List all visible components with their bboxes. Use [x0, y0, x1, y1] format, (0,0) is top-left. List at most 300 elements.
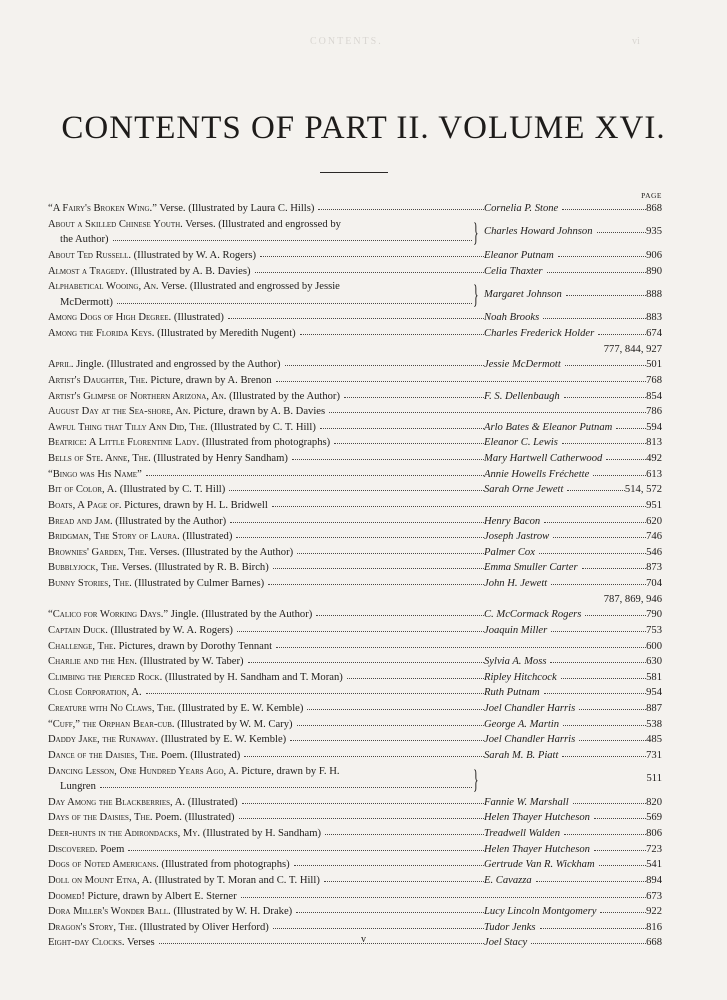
entry-description: (Illustrated) [179, 531, 233, 543]
entry-author: Ruth Putnam [484, 687, 540, 699]
entry-description: (Illustrated by W. H. Drake) [170, 906, 293, 918]
leader-dots [318, 209, 484, 210]
leader-dots [567, 490, 624, 491]
entry-title-line [48, 904, 292, 920]
contents-entry [48, 701, 662, 717]
entry-title: “A Fairy's Broken Wing.” [48, 203, 157, 214]
entry-page: 816 [646, 921, 662, 933]
leader-dots [544, 522, 646, 523]
entry-description: (Illustrated from photographs) [158, 859, 290, 871]
leader-dots [228, 318, 484, 319]
show-through-text: CONTENTS. vi [310, 36, 640, 47]
leader-dots [273, 568, 484, 569]
contents-entry [48, 514, 662, 530]
entry-author: Eleanor C. Lewis [484, 437, 558, 449]
leader-dots [260, 256, 484, 257]
entry-title-line [48, 389, 340, 405]
entry-page: 546 [646, 546, 662, 558]
entry-description: (Illustrated by E. W. Kemble) [158, 734, 287, 746]
contents-entry [48, 201, 662, 217]
leader-dots [616, 428, 646, 429]
entry-description: (Illustrated by Oliver Herford) [136, 921, 269, 933]
entry-description: Picture, drawn by A. Brenon [147, 374, 272, 386]
leader-dots [597, 232, 647, 233]
entry-title: “Cuff,” the Orphan Bear-cub. [48, 718, 175, 730]
entry-author: Noah Brooks [484, 312, 540, 324]
entry-title: Dance of the Daisies, The. [48, 749, 159, 761]
leader-dots [553, 537, 646, 538]
entry-description: (Illustrated by the Author) [112, 515, 227, 527]
leader-dots [239, 818, 484, 819]
contents-entry [48, 404, 662, 420]
contents-entry [48, 560, 662, 576]
entry-title-line [48, 310, 224, 326]
page-continuation: 777, 844, 927 [603, 343, 662, 355]
leader-dots [307, 709, 484, 710]
entry-author: Margaret Johnson [484, 288, 562, 300]
entry-description: (Illustrated by the Author) [226, 390, 340, 402]
entry-page: 786 [646, 406, 662, 418]
contents-entry [48, 357, 662, 373]
leader-dots [540, 928, 647, 929]
entry-description: Verses. (Illustrated by the Author) [146, 546, 294, 558]
leader-dots [566, 295, 646, 296]
leader-dots [117, 303, 472, 304]
entry-page: 620 [646, 515, 662, 527]
contents-entry [48, 795, 662, 811]
entry-title-continuation: the Author) [60, 234, 109, 246]
contents-entry [48, 810, 662, 826]
contents-entry [48, 873, 662, 889]
contents-entry [48, 498, 662, 514]
entry-description: Poem [97, 843, 125, 855]
contents-entry [48, 310, 662, 326]
entry-page: 538 [646, 718, 662, 730]
leader-dots [564, 834, 646, 835]
entry-title-line [48, 373, 272, 389]
entry-title: Day Among the Blackberries, A. [48, 796, 186, 808]
leader-dots [316, 615, 484, 616]
entry-title: Among Dogs of High Degree. [48, 312, 172, 324]
entry-title-line [48, 451, 288, 467]
entry-author: Joel Chandler Harris [484, 703, 576, 714]
brace-mark: } [473, 217, 479, 247]
entry-title: About a Skilled Chinese Youth. [48, 218, 183, 230]
leader-dots [273, 928, 484, 929]
entry-page: 768 [646, 374, 662, 386]
entry-description: (Illustrated by T. Moran and C. T. Hill) [152, 874, 320, 886]
entry-title-line [48, 545, 293, 561]
leader-dots [579, 740, 646, 741]
entry-page: 704 [646, 578, 662, 589]
entry-title: Bells of Ste. Anne, The. [48, 453, 151, 464]
contents-entry [48, 467, 662, 483]
contents-entry [48, 717, 662, 733]
entry-title: Discovered. [48, 843, 98, 855]
entry-page: 485 [646, 734, 662, 746]
entry-page: 922 [646, 906, 662, 918]
entry-title: Deer-hunts in the Adirondacks, My. [48, 828, 201, 839]
leader-dots [244, 756, 484, 757]
contents-entry [48, 279, 662, 310]
entry-author: Henry Bacon [484, 515, 541, 527]
entry-description: (Illustrated by C. T. Hill) [117, 484, 226, 496]
leader-dots [600, 912, 646, 913]
entry-title: Daddy Jake, the Runaway. [48, 734, 159, 746]
entry-title-line [48, 857, 290, 873]
entry-title: Days of the Daisies, The. [48, 812, 153, 824]
entry-author: Annie Howells Fréchette [484, 468, 590, 480]
entry-title-line [48, 498, 268, 514]
contents-entry [48, 764, 662, 795]
entry-description: (Illustrated by A. B. Davies) [127, 265, 251, 277]
entry-page: 935 [646, 226, 662, 238]
entry-title-line [48, 201, 314, 217]
leader-dots [563, 725, 646, 726]
entry-title-line [48, 482, 225, 498]
entry-description: (Illustrated by E. W. Kemble) [175, 703, 304, 714]
leader-dots [329, 412, 646, 413]
contents-entry [48, 889, 662, 905]
leader-dots [324, 881, 484, 882]
entry-title: Artist's Daughter, The. [48, 374, 148, 386]
leader-dots [297, 553, 484, 554]
entry-title: Boats, A Page of. [48, 499, 122, 511]
entry-title-line [48, 889, 237, 905]
entry-title: Beatrice: A Little Florentine Lady. [48, 437, 200, 449]
entry-author: Sarah M. B. Piatt [484, 749, 559, 761]
entry-author: Joel Stacy [484, 937, 528, 949]
entry-description: Poem. (Illustrated) [152, 812, 235, 824]
entry-description: (Illustrated by Meredith Nugent) [154, 328, 296, 339]
entry-title-line [48, 420, 316, 436]
entry-title-line [48, 748, 240, 764]
entry-author: Cornelia P. Stone [484, 203, 559, 214]
entry-page: 630 [646, 656, 662, 668]
leader-dots [585, 615, 646, 616]
entry-title: Brownies' Garden, The. [48, 546, 147, 558]
entry-page: 514, 572 [624, 484, 662, 496]
leader-dots [547, 272, 647, 273]
leader-dots [241, 897, 646, 898]
leader-dots [558, 256, 646, 257]
entry-title: Bubblyjock, The. [48, 562, 120, 574]
leader-dots [334, 443, 484, 444]
entry-title-line [48, 435, 330, 451]
page-title: CONTENTS OF PART II. VOLUME XVI. [61, 110, 666, 146]
entry-page: 569 [646, 812, 662, 824]
entry-author: Tudor Jenks [484, 921, 536, 933]
contents-entry [48, 545, 662, 561]
leader-dots [146, 475, 484, 476]
entry-page: 746 [646, 531, 662, 543]
contents-entry [48, 248, 662, 264]
leader-dots [593, 475, 646, 476]
leader-dots [579, 709, 646, 710]
leader-dots [237, 631, 484, 632]
leader-dots [544, 693, 646, 694]
entry-page: 894 [646, 874, 662, 886]
contents-entry [48, 842, 662, 858]
contents-entry [48, 264, 662, 280]
entry-author: C. McCormack Rogers [484, 609, 582, 621]
entry-page: 951 [646, 499, 662, 511]
entry-author: Helen Thayer Hutcheson [484, 843, 590, 855]
entry-title-line [48, 717, 293, 733]
leader-dots [562, 443, 646, 444]
entry-author: Fannie W. Marshall [484, 796, 569, 808]
entry-page: 501 [646, 359, 662, 371]
entry-page: 873 [646, 562, 662, 574]
entry-page: 820 [646, 796, 662, 808]
entry-page: 906 [646, 249, 662, 261]
leader-dots [276, 381, 646, 382]
entry-title: Dragon's Story, The. [48, 921, 137, 933]
leader-dots [564, 397, 646, 398]
entry-title: Charlie and the Hen. [48, 656, 138, 668]
leader-dots [562, 209, 646, 210]
entry-page: 668 [646, 937, 662, 949]
entry-author: Gertrude Van R. Wickham [484, 859, 595, 871]
entry-description: Verses [124, 937, 155, 949]
entry-title-line [48, 670, 343, 686]
entry-title-line [48, 810, 235, 826]
entry-page: 868 [646, 203, 662, 214]
leader-dots [230, 522, 484, 523]
contents-entry [48, 373, 662, 389]
contents-entry [48, 623, 662, 639]
entry-title-line [48, 404, 325, 420]
page-continuation: 787, 869, 946 [603, 593, 662, 605]
contents-entry [48, 685, 662, 701]
entry-title-line [48, 623, 233, 639]
leader-dots [573, 803, 646, 804]
page-folio: v [361, 934, 366, 945]
entry-page: 887 [646, 703, 662, 714]
entry-title: Bridgman, The Story of Laura. [48, 531, 180, 543]
entry-title: Among the Florida Keys. [48, 328, 155, 339]
entry-title: Captain Duck. [48, 624, 108, 636]
entry-description: (Illustrated by H. Sandham and T. Moran) [162, 671, 343, 683]
contents-entry [48, 451, 662, 467]
leader-dots [344, 397, 484, 398]
entry-page: 790 [646, 609, 662, 621]
entry-page: 723 [646, 843, 662, 855]
entry-page: 890 [646, 265, 662, 277]
entry-author: Mary Hartwell Catherwood [484, 453, 603, 464]
contents-entry [48, 529, 662, 545]
entry-author: Treadwell Walden [484, 828, 561, 839]
contents-entry [48, 654, 662, 670]
brace-mark: } [473, 764, 479, 794]
leader-dots [582, 568, 647, 569]
entry-title-line [48, 248, 256, 264]
entry-title-line [48, 326, 296, 342]
leader-dots [543, 318, 646, 319]
entry-description: (Illustrated by Henry Sandham) [150, 453, 288, 464]
entry-author: Joaquin Miller [484, 624, 548, 636]
entry-description: Verse. (Illustrated by Laura C. Hills) [156, 203, 315, 214]
entry-title: Bunny Stories, The. [48, 578, 132, 589]
entry-title: Bread and Jam. [48, 515, 113, 527]
entry-page: 594 [646, 421, 662, 433]
entry-author: Jessie McDermott [484, 359, 561, 371]
entry-description: Picture, drawn by Albert E. Sterner [84, 890, 237, 902]
entry-description: Verse. (Illustrated and engrossed by Jessie [158, 281, 340, 293]
contents-entry [48, 482, 662, 498]
entry-author: Sylvia A. Moss [484, 656, 547, 668]
entry-title: Eight-day Clocks. [48, 937, 125, 949]
entry-page: 731 [646, 749, 662, 761]
entry-title: Bit of Color, A. [48, 484, 118, 496]
leader-dots [100, 787, 472, 788]
entry-page: 673 [646, 890, 662, 902]
entry-description: (Illustrated by W. A. Rogers) [107, 624, 233, 636]
entry-description: Picture, drawn by A. B. Davies [190, 406, 326, 418]
entry-description: Poem. (Illustrated) [158, 749, 241, 761]
contents-entry [48, 607, 662, 623]
entry-author: George A. Martin [484, 718, 560, 730]
entry-author: Joseph Jastrow [484, 531, 550, 543]
entry-title-line [48, 357, 281, 373]
leader-dots [285, 365, 484, 366]
entry-title-line [48, 607, 312, 623]
entry-title: Creature with No Claws, The. [48, 703, 176, 714]
leader-dots [292, 459, 484, 460]
entry-title: Doll on Mount Etna, A. [48, 874, 153, 886]
leader-dots [551, 584, 646, 585]
entry-description: Verses. (Illustrated and engrossed by [182, 218, 341, 230]
entry-title-line [48, 732, 286, 748]
entry-author: E. Cavazza [484, 874, 532, 886]
entry-page: 581 [646, 671, 662, 683]
entry-page: 753 [646, 624, 662, 636]
leader-dots [290, 740, 484, 741]
entry-title: August Day at the Sea-shore, An. [48, 406, 191, 418]
entry-author: Lucy Lincoln Montgomery [484, 906, 597, 918]
entry-title: Dogs of Noted Americans. [48, 859, 159, 871]
entry-description: Pictures, drawn by Dorothy Tennant [115, 640, 273, 652]
entry-title-line [48, 795, 238, 811]
entry-author: John H. Jewett [484, 578, 548, 589]
entry-title-continuation: Lungren [60, 781, 96, 793]
entry-title-continuation: McDermott) [60, 296, 113, 308]
entry-author: Palmer Cox [484, 546, 535, 558]
leader-dots [276, 647, 646, 648]
entry-title-line [48, 639, 272, 655]
entry-title-line [48, 576, 264, 592]
entry-description: Verses. (Illustrated by R. B. Birch) [119, 562, 269, 574]
entry-description: (Illustrated by H. Sandham) [200, 828, 321, 839]
entry-title: “Bingo was His Name” [48, 468, 142, 480]
entry-title: Challenge, The. [48, 640, 116, 652]
leader-dots [594, 818, 646, 819]
entry-title: April. [48, 359, 74, 371]
entry-author: Charles Frederick Holder [484, 328, 595, 339]
leader-dots [561, 678, 646, 679]
entry-page: 854 [646, 390, 662, 402]
entry-title-line [48, 560, 269, 576]
entry-title-line [48, 701, 303, 717]
contents-entry [48, 576, 662, 592]
entry-page: 806 [646, 828, 662, 839]
entry-author: Charles Howard Johnson [484, 226, 593, 238]
entry-author: Ripley Hitchcock [484, 671, 557, 683]
entry-description: (Illustrated by W. A. Rogers) [131, 249, 257, 261]
entry-description: (Illustrated) [185, 796, 238, 808]
entry-author: Sarah Orne Jewett [484, 484, 564, 496]
leader-dots [606, 459, 646, 460]
leader-dots [325, 834, 484, 835]
leader-dots [268, 584, 484, 585]
leader-dots [248, 662, 484, 663]
leader-dots [294, 865, 484, 866]
leader-dots [536, 881, 646, 882]
contents-entry [48, 732, 662, 748]
entry-description: Picture, drawn by F. H. [238, 765, 340, 777]
leader-dots [236, 537, 484, 538]
contents-entry [48, 748, 662, 764]
leader-dots [272, 506, 646, 507]
entry-description: (Illustrated by W. Taber) [137, 656, 244, 668]
entry-description: Pictures, drawn by H. L. Bridwell [121, 499, 268, 511]
entry-title: “Calico for Working Days.” [48, 609, 169, 621]
entry-title: Artist's Glimpse of Northern Arizona, An. [48, 390, 227, 402]
entry-title: Alphabetical Wooing, An. [48, 281, 159, 293]
entry-page: 813 [646, 437, 662, 449]
leader-dots [113, 240, 472, 241]
entry-title: Dora Miller's Wonder Ball. [48, 906, 171, 918]
leader-dots [320, 428, 484, 429]
entry-title-line [48, 873, 320, 889]
contents-entry [48, 670, 662, 686]
entry-title: About Ted Russell. [48, 249, 131, 261]
entry-title-line [48, 529, 232, 545]
entry-page: 492 [646, 453, 662, 464]
contents-entry [48, 435, 662, 451]
entry-author: F. S. Dellenbaugh [484, 390, 560, 402]
entry-title: Awful Thing that Tilly Ann Did, The. [48, 421, 208, 433]
entry-page: 613 [646, 468, 662, 480]
entry-title-line [48, 685, 142, 701]
entry-page: 541 [646, 859, 662, 871]
entry-title-line [48, 842, 124, 858]
leader-dots [565, 365, 646, 366]
entry-page: 600 [646, 640, 662, 652]
contents-entry [48, 420, 662, 436]
entry-description: Jingle. (Illustrated and engrossed by the Author) [73, 359, 281, 371]
entry-author: Celia Thaxter [484, 265, 543, 277]
entry-description: (Illustrated) [171, 312, 224, 324]
contents-entry [48, 826, 662, 842]
entry-page: 511 [646, 773, 662, 785]
entry-page: 674 [646, 328, 662, 339]
entry-title: Climbing the Pierced Rock. [48, 671, 163, 683]
contents-entry [48, 217, 662, 248]
entry-title-line [48, 764, 340, 780]
entry-title: Close Corporation, A. [48, 687, 142, 699]
entry-author: Helen Thayer Hutcheson [484, 812, 590, 824]
leader-dots [594, 850, 646, 851]
leader-dots [146, 693, 484, 694]
entry-title-line [48, 264, 251, 280]
entry-title: Dancing Lesson, One Hundred Years Ago, A. [48, 765, 239, 777]
leader-dots [539, 553, 646, 554]
leader-dots [297, 725, 484, 726]
leader-dots [242, 803, 484, 804]
entry-description: (Illustrated from photographs) [199, 437, 331, 449]
contents-entry [48, 857, 662, 873]
